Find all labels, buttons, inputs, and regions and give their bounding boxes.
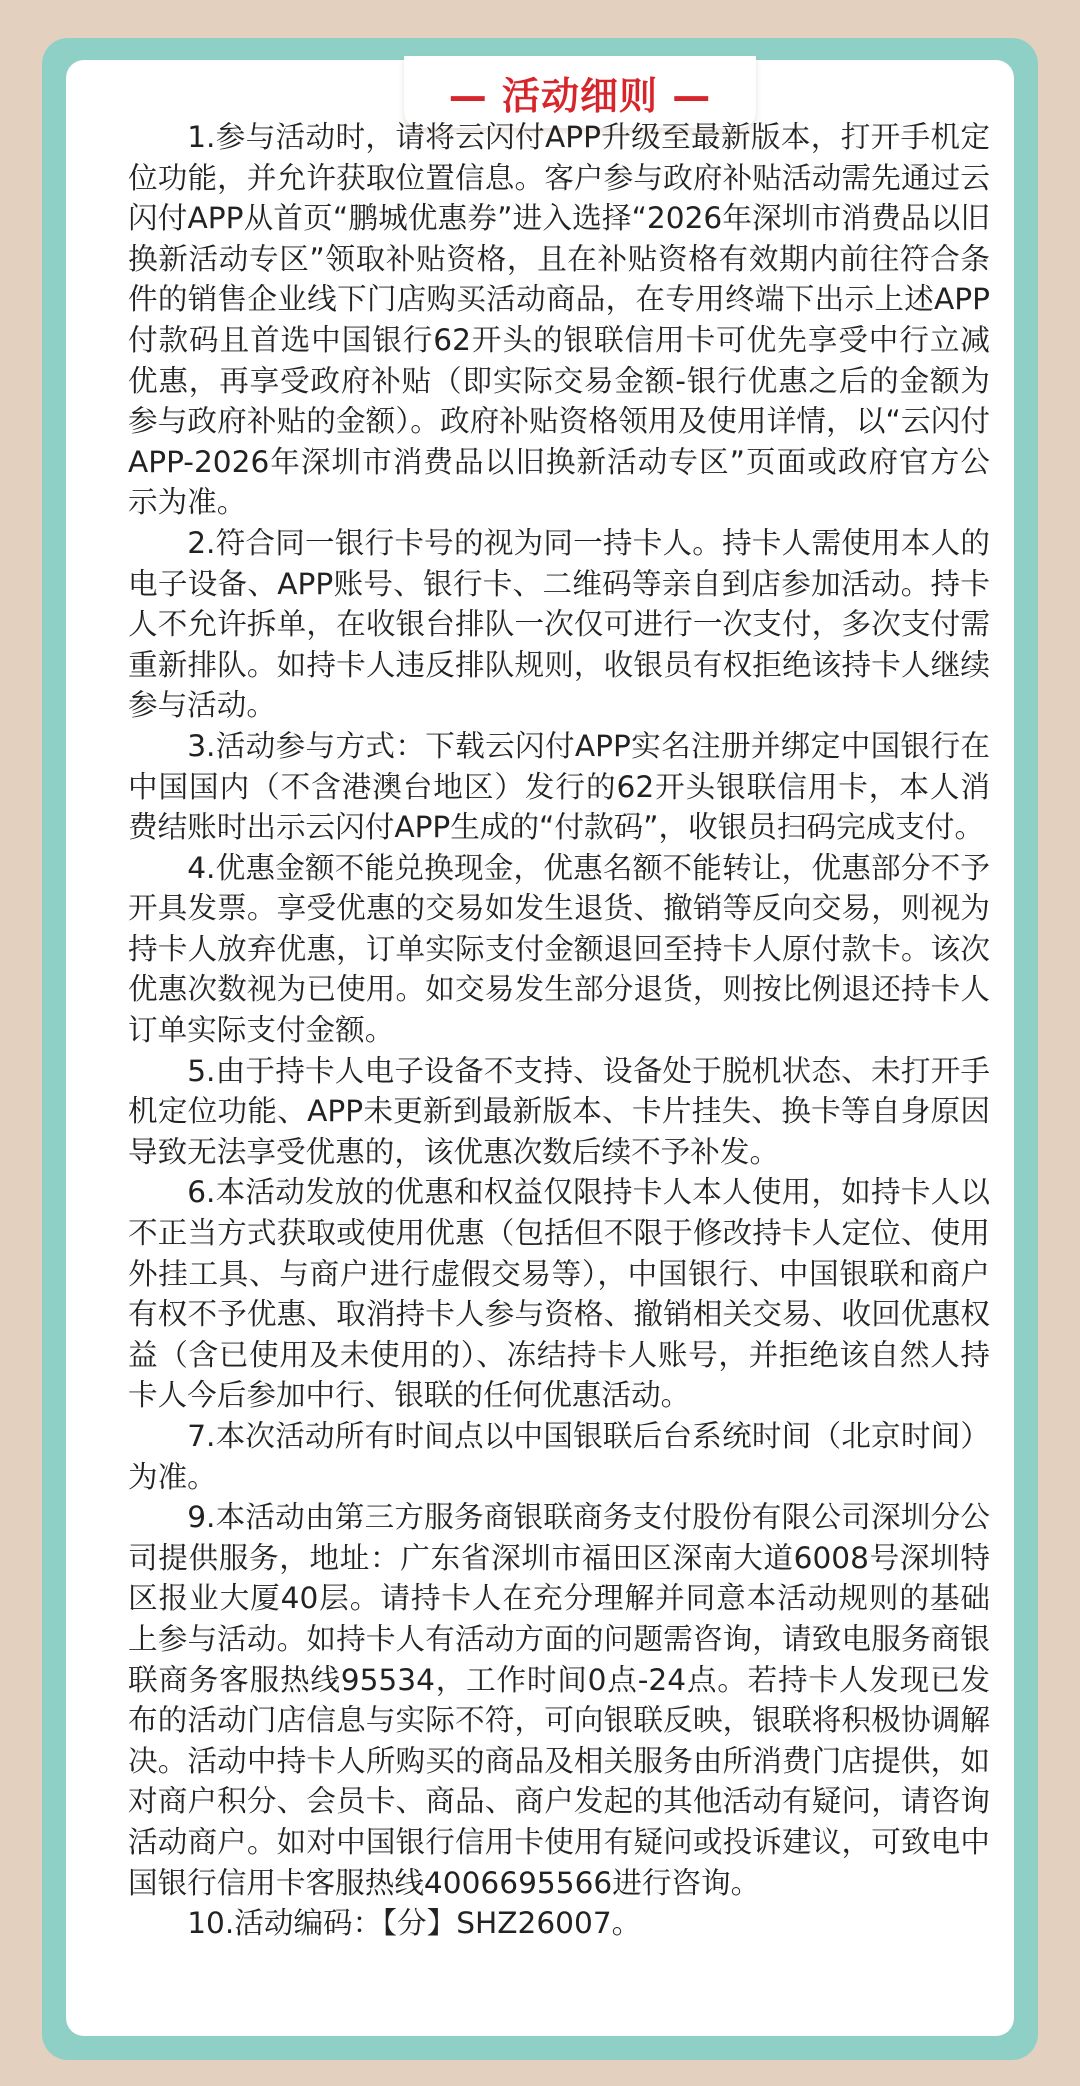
rule-paragraph-5: 5.由于持卡人电子设备不支持、设备处于脱机状态、未打开手机定位功能、APP未更新到最新版本、卡片挂失、换卡等自身原因导致无法享受优惠的，该优惠次数后续不予补发。 <box>128 1053 990 1169</box>
rule-paragraph-2: 2.符合同一银行卡号的视为同一持卡人。持卡人需使用本人的电子设备、APP账号、银行卡、二维码等亲自到店参加活动。持卡人不允许拆单，在收银台排队一次仅可进行一次支付，多次支付需重新排队。如持卡人违反排队规则，收银员有权拒绝该持卡人继续参与活动。 <box>128 525 990 723</box>
page-title: — 活动细则 — <box>448 73 712 118</box>
rules-content <box>128 117 990 1944</box>
rule-paragraph-10: 10.活动编码：【分】SHZ26007。 <box>187 1906 642 1941</box>
rule-paragraph-1: 1.参与活动时，请将云闪付APP升级至最新版本，打开手机定位功能，并允许获取位置信息。客户参与政府补贴活动需先通过云闪付APP从首页“鹏城优惠券”进入选择“2026年深圳市消费品以旧换新活动专区”领取补贴资格，且在补贴资格有效期内前往符合条件的销售企业线下门店购买活动商品，在专用终端下出示上述APP付款码且首选中国银行62开头的银联信用卡可优先享受中行立减优惠，再享受政府补贴（即实际交易金额-银行优惠之后的金额为参与政府补贴的金额）。政府补贴资格领用及使用详情，以“云闪付APP-2026年深圳市消费品以旧换新活动专区”页面或政府官方公示为准。 <box>128 120 990 520</box>
rule-paragraph-3: 3.活动参与方式：下载云闪付APP实名注册并绑定中国银行在中国国内（不含港澳台地区）发行的62开头银联信用卡，本人消费结账时出示云闪付APP生成的“付款码”，收银员扫码完成支付。 <box>128 728 990 845</box>
rule-paragraph-9: 9.本活动由第三方服务商银联商务支付股份有限公司深圳分公司提供服务，地址：广东省深圳市福田区深南大道6008号深圳特区报业大厦40层。请持卡人在充分理解并同意本活动规则的基础上参与活动。如持卡人有活动方面的问题需咨询，请致电服务商银联商务客服热线95534，工作时间0点-24点。若持卡人发现已发布的活动门店信息与实际不符，可向银联反映，银联将积极协调解决。活动中持卡人所购买的商品及相关服务由所消费门店提供，如对商户积分、会员卡、商品、商户发起的其他活动有疑问，请咨询活动商户。如对中国银行信用卡使用有疑问或投诉建议，可致电中国银行信用卡客服热线4006695566进行咨询。 <box>128 1500 990 1900</box>
rule-paragraph-6: 6.本活动发放的优惠和权益仅限持卡人本人使用，如持卡人以不正当方式获取或使用优惠（包括但不限于修改持卡人定位、使用外挂工具、与商户进行虚假交易等），中国银行、中国银联和商户有权不予优惠、取消持卡人参与资格、撤销相关交易、收回优惠权益（含已使用及未使用的）、冻结持卡人账号，并拒绝该自然人持卡人今后参加中行、银联的任何优惠活动。 <box>128 1175 990 1413</box>
rule-paragraph-4: 4.优惠金额不能兑换现金，优惠名额不能转让，优惠部分不予开具发票。享受优惠的交易如发生退货、撤销等反向交易，则视为持卡人放弃优惠，订单实际支付金额退回至持卡人原付款卡。该次优惠次数视为已使用。如交易发生部分退货，则按比例退还持卡人订单实际支付金额。 <box>128 850 990 1048</box>
rule-paragraph-7: 7.本次活动所有时间点以中国银联后台系统时间（北京时间）为准。 <box>128 1419 990 1494</box>
